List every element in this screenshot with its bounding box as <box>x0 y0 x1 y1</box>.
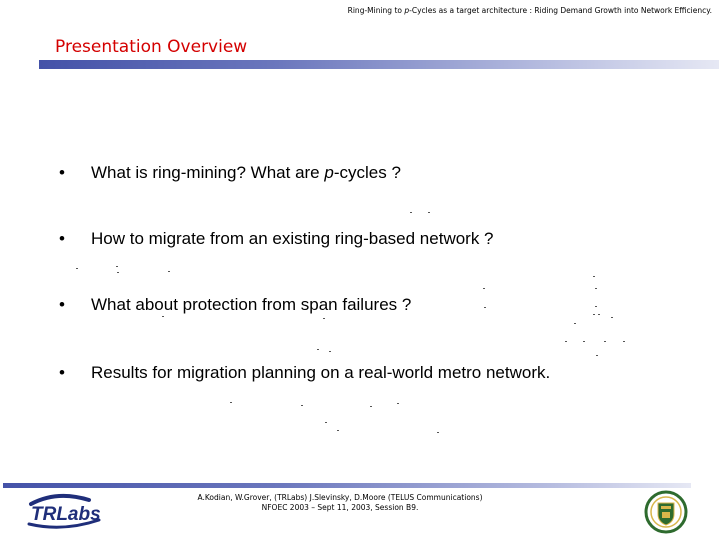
artifact-speck <box>370 406 372 407</box>
slide-title: Presentation Overview <box>55 37 248 57</box>
svg-text:TRLabs: TRLabs <box>31 504 101 525</box>
artifact-speck <box>162 316 164 317</box>
artifact-speck <box>565 341 567 342</box>
artifact-speck <box>325 422 327 423</box>
bullet-text: How to migrate from an existing ring-based network ? <box>91 229 494 248</box>
bullet-text-italic: p <box>324 163 334 182</box>
header-subtitle-italic: p <box>404 6 410 15</box>
footer-line-authors: A.Kodian, W.Grover, (TRLabs) J.Slevinsky, D.Moore (TELUS Communications) <box>197 493 483 502</box>
bullet-marker: • <box>59 363 65 382</box>
bullet-item <box>0 229 720 253</box>
artifact-speck <box>611 317 613 318</box>
bullet-text: What about protection from span failures ? <box>91 295 412 314</box>
footer-bar <box>3 483 691 488</box>
artifact-speck <box>337 430 339 431</box>
artifact-speck <box>596 355 598 356</box>
artifact-speck <box>428 212 430 213</box>
artifact-speck <box>168 271 170 272</box>
bullet-text-pre: What is ring-mining? What are <box>91 163 325 182</box>
artifact-speck <box>76 268 78 269</box>
artifact-speck <box>397 403 399 404</box>
bullet-marker: • <box>59 295 65 314</box>
artifact-speck <box>598 314 600 315</box>
artifact-speck <box>301 405 303 406</box>
artifact-speck <box>604 341 606 342</box>
artifact-speck <box>593 314 595 315</box>
artifact-speck <box>323 318 325 319</box>
artifact-speck <box>593 276 595 277</box>
header-subtitle-post: -Cycles as a target architecture : Riding Demand Growth into Network Efficiency. <box>409 6 712 15</box>
artifact-speck <box>483 288 485 289</box>
bullet-marker: • <box>59 163 65 182</box>
artifact-speck <box>329 351 331 352</box>
artifact-speck <box>117 272 119 273</box>
bullet-item <box>0 295 720 319</box>
bullet-item <box>0 163 720 187</box>
artifact-speck <box>116 266 118 267</box>
artifact-speck <box>410 212 412 213</box>
bullet-text: Results for migration planning on a real-world metro network. <box>91 363 551 382</box>
university-crest-icon <box>644 490 688 534</box>
bullet-text <box>91 163 401 183</box>
artifact-speck <box>595 288 597 289</box>
bullet-marker: • <box>59 229 65 248</box>
artifact-speck <box>623 341 625 342</box>
footer-line-conference: NFOEC 2003 – Sept 11, 2003, Session B9. <box>261 503 419 512</box>
artifact-speck <box>230 402 232 403</box>
artifact-speck <box>317 349 319 350</box>
bullet-item <box>0 363 720 387</box>
artifact-speck <box>595 306 597 307</box>
footer-credits <box>160 493 520 513</box>
artifact-speck <box>437 432 439 433</box>
header-subtitle-pre: Ring-Mining to <box>347 6 405 15</box>
bullet-text-post: -cycles ? <box>333 163 401 182</box>
trlabs-logo <box>27 490 107 530</box>
artifact-speck <box>574 323 576 324</box>
artifact-speck <box>583 341 585 342</box>
artifact-speck <box>484 307 486 308</box>
